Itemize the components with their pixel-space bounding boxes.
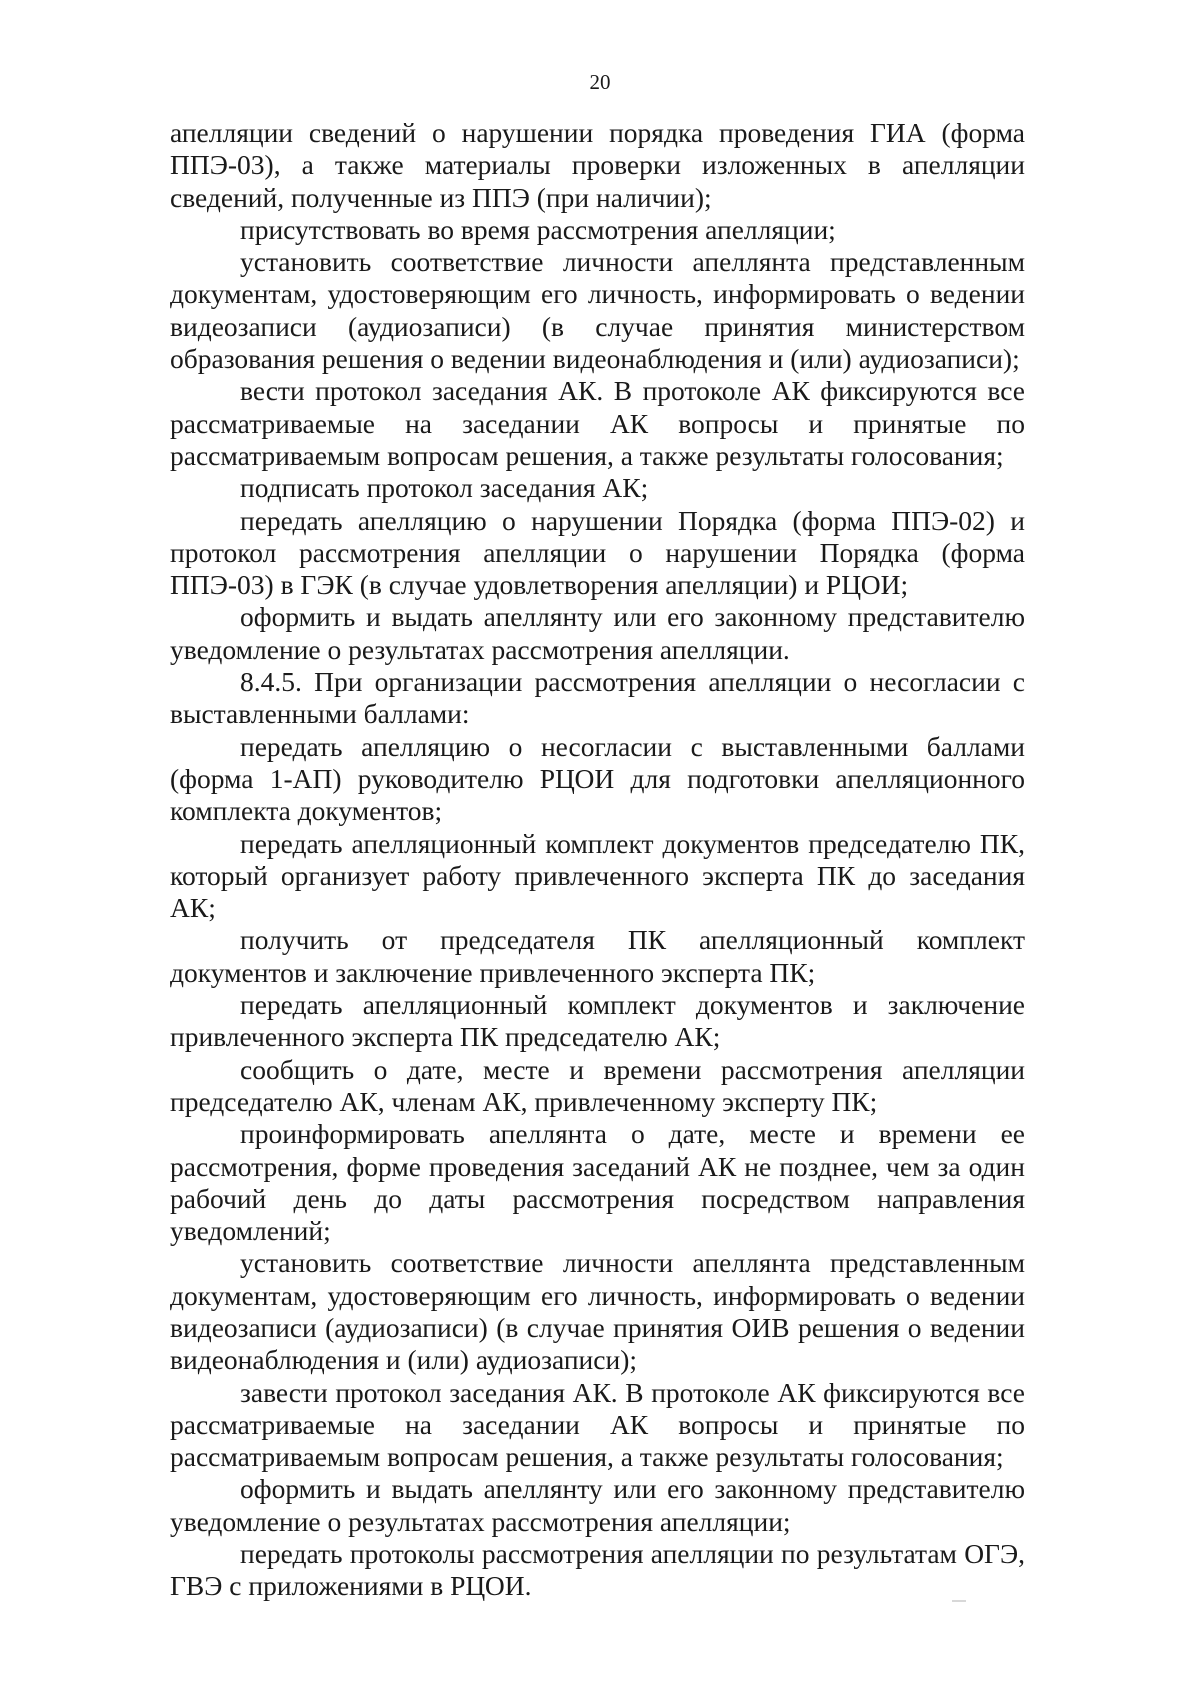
paragraph: получить от председателя ПК апелляционный комплект документов и заключение привлеченного эксперта ПК; — [170, 924, 1025, 988]
paragraph: передать апелляцию о нарушении Порядка (форма ППЭ-02) и протокол рассмотрения апелляции о нарушении Порядка (форма ППЭ-03) в ГЭК (в случае удовлетворения апелляции) и РЦОИ; — [170, 504, 1025, 601]
scan-artifact — [952, 1600, 966, 1602]
paragraph: присутствовать во время рассмотрения апелляции; — [240, 213, 836, 245]
paragraph: передать протоколы рассмотрения апелляции по результатам ОГЭ, ГВЭ с приложениями в РЦОИ. — [170, 1538, 1025, 1602]
paragraph: оформить и выдать апеллянту или его законному представителю уведомление о результатах рассмотрения апелляции; — [170, 1473, 1025, 1537]
paragraph: установить соответствие личности апеллянта представленным документам, удостоверяющим его личность, информировать о ведении видеозаписи (аудиозаписи) (в случае принятия министерством образования решения о ведении видеонаблюдения и (или) аудиозаписи); — [170, 246, 1025, 375]
paragraph: подписать протокол заседания АК; — [240, 472, 649, 504]
page-number: 20 — [589, 70, 611, 94]
paragraph: передать апелляцию о несогласии с выставленными баллами (форма 1-АП) руководителю РЦОИ для подготовки апелляционного комплекта документов; — [170, 730, 1025, 827]
paragraph: вести протокол заседания АК. В протоколе АК фиксируются все рассматриваемые на заседании АК вопросы и принятые по рассматриваемым вопросам решения, а также результаты голосования; — [170, 375, 1025, 471]
section-heading-8-4-5: 8.4.5. При организации рассмотрения апелляции о несогласии с выставленными баллами: — [170, 666, 1025, 730]
paragraph: проинформировать апеллянта о дате, месте и времени ее рассмотрения, форме проведения заседаний АК не позднее, чем за один рабочий день до даты рассмотрения посредством направления уведомлений; — [170, 1118, 1025, 1247]
paragraph: оформить и выдать апеллянту или его законному представителю уведомление о результатах рассмотрения апелляции. — [170, 601, 1025, 665]
paragraph: установить соответствие личности апеллянта представленным документам, удостоверяющим его личность, информировать о ведении видеозаписи (аудиозаписи) (в случае принятия ОИВ решения о ведении видеонаблюдения и (или) аудиозаписи); — [170, 1247, 1025, 1376]
paragraph-continuation: апелляции сведений о нарушении порядка проведения ГИА (форма ППЭ-03), а также материалы проверки изложенных в апелляции сведений, полученные из ППЭ (при наличии); — [170, 117, 1025, 213]
paragraph: сообщить о дате, месте и времени рассмотрения апелляции председателю АК, членам АК, привлеченному эксперту ПК; — [170, 1053, 1025, 1117]
paragraph: передать апелляционный комплект документов председателю ПК, который организует работу привлеченного эксперта ПК до заседания АК; — [170, 827, 1025, 924]
paragraph: завести протокол заседания АК. В протоколе АК фиксируются все рассматриваемые на заседании АК вопросы и принятые по рассматриваемым вопросам решения, а также результаты голосования; — [170, 1376, 1025, 1473]
paragraph: передать апелляционный комплект документов и заключение привлеченного эксперта ПК председателю АК; — [170, 989, 1025, 1053]
document-body — [170, 117, 1025, 1603]
